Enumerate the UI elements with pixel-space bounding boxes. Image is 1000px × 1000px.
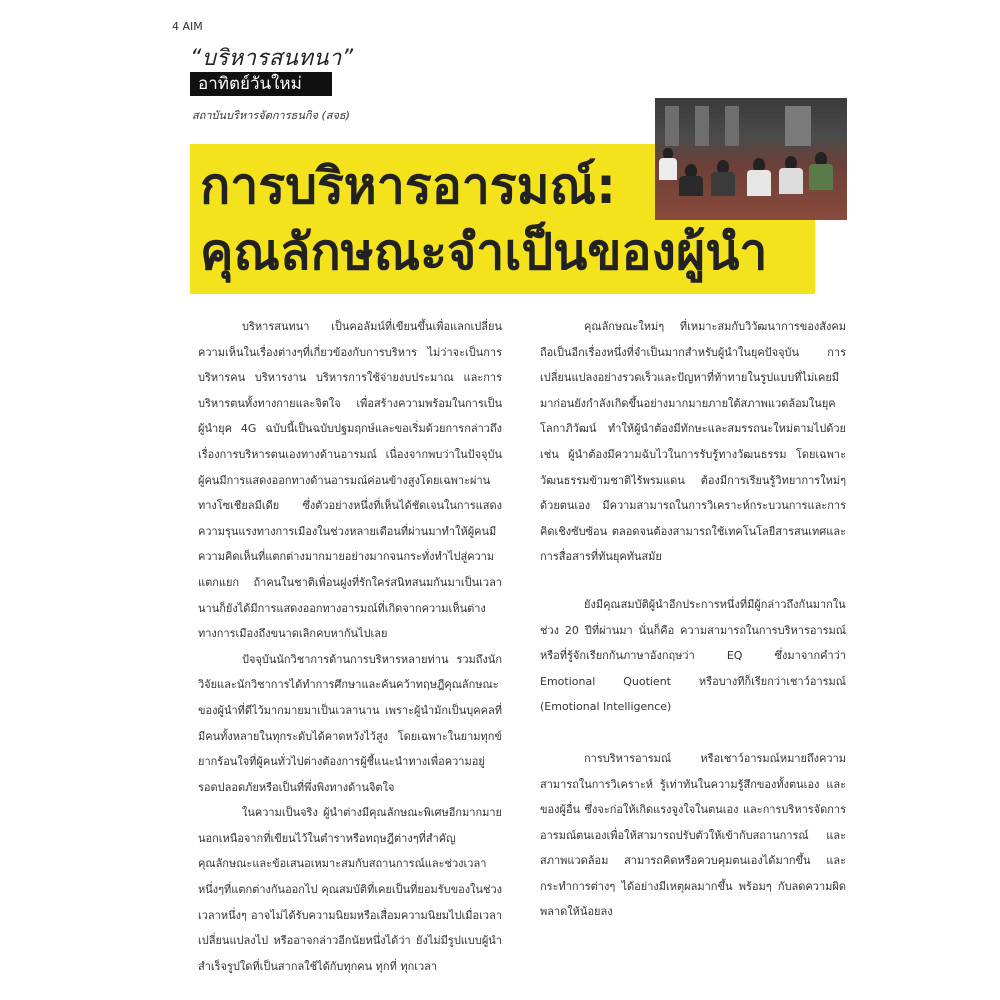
page-folio: 4 AIM (172, 20, 203, 33)
photo-window (695, 106, 709, 146)
headline-line-1: การบริหารอารมณ์: (190, 144, 655, 220)
paragraph: ปัจจุบันนักวิชาการด้านการบริหารหลายท่าน รวมถึงนักวิจัยและนักวิชาการได้ทำการศึกษาและค้นคว้าทฤษฎีคุณลักษณะของผู้นำที่ดีไว้มากมายมาเป็นเวลานาน เพราะผู้นำมักเป็นบุคคลที่มีคนทั้งหลายในทุกระดับได้คาดหวังไว้สูง โดยเฉพาะในยามทุกข์ยากร้อนใจที่ผู้คนทั่วไปต่างต้องการผู้ชี้แนะนำทางเพื่อความอยู่รอดปลอดภัยหรือเป็นที่พึ่งพิงทางด้านจิตใจ (198, 652, 502, 794)
photo-window (785, 106, 811, 146)
column-subtitle: อาทิตย์วันใหม่ (190, 72, 332, 96)
column-author: สถาบันบริหารจัดการธนกิจ (สจธ) (192, 109, 350, 122)
paragraph: คุณลักษณะใหม่ๆ ที่เหมาะสมกับวิวัฒนาการของสังคมถือเป็นอีกเรื่องหนึ่งที่จำเป็นมากสำหรับผู้นำในยุคปัจจุบัน การเปลี่ยนแปลงอย่างรวดเร็วและปัญหาที่ท้าทายในรูปแบบที่ไม่เคยมีมาก่อนยังกำลังเกิดขึ้นอย่างมากมายภายใต้สภาพแวดล้อมในยุคโลกาภิวัฒน์ ทำให้ผู้นำต้องมีทักษะและสมรรถนะใหม่ตามไปด้วย เช่น ผู้นำต้องมีความฉับไวในการรับรู้ทางวัฒนธรรม โดยเฉพาะวัฒนธรรมข้ามชาติไร้พรมแดน ต้องมีการเรียนรู้วิทยาการใหม่ๆ ด้วยตนเอง มีความสามารถในการวิเคราะห์กระบวนการและการคิดเชิงซับซ้อน ตลอดจนต้องสามารถใช้เทคโนโลยีสารสนเทศและการสื่อสารที่ทันยุคทันสมัย (540, 320, 846, 564)
article-left-column (198, 314, 502, 979)
paragraph: การบริหารอารมณ์ หรือเชาว์อารมณ์หมายถึงความสามารถในการวิเคราะห์ รู้เท่าทันในความรู้สึกของทั้งตนเอง และของผู้อื่น ซึ่งจะก่อให้เกิดแรงจูงใจในตนเอง และการบริหารจัดการอารมณ์ตนเองเพื่อให้สามารถปรับตัวให้เข้ากับสถานการณ์ และสภาพแวดล้อม สามารถคิดหรือควบคุมตนเองได้มากขึ้น และกระทำการต่างๆ ได้อย่างมีเหตุผลมากขึ้น พร้อมๆ กับลดความผิดพลาดให้น้อยลง (540, 751, 846, 919)
column-title: “บริหารสนทนา” (190, 46, 354, 71)
paragraph: ในความเป็นจริง ผู้นำต่างมีคุณลักษณะพิเศษอีกมากมายนอกเหนือจากที่เขียนไว้ในตำราหรือทฤษฎีต่างๆที่สำคัญคุณลักษณะและข้อเสนอเหมาะสมกับสถานการณ์และช่วงเวลาหนึ่งๆที่แตกต่างกันออกไป คุณสมบัติที่เคยเป็นที่ยอมรับของในช่วงเวลาหนึ่งๆ อาจไม่ได้รับความนิยมหรือเสื่อมความนิยมไปเมื่อเวลาเปลี่ยนแปลงไป หรืออาจกล่าวอีกนัยหนึ่งได้ว่า ยังไม่มีรูปแบบผู้นำสำเร็จรูปใดที่เป็นสากลใช้ได้กับทุกคน ทุกที่ ทุกเวลา (198, 806, 502, 973)
photo-window (725, 106, 739, 146)
paragraph: ยังมีคุณสมบัติผู้นำอีกประการหนึ่งที่มีผู้กล่าวถึงกันมากในช่วง 20 ปีที่ผ่านมา นั่นก็คือ ความสามารถในการบริหารอารมณ์ หรือที่รู้จักเรียกกันภาษาอังกฤษว่า EQ ซึ่งมาจากคำว่า Emotional Quotient หรือบางทีก็เรียกว่าเชาว์อารมณ์ (Emotional Intelligence) (540, 597, 846, 714)
photo-window (665, 106, 679, 146)
article-right-column (540, 314, 846, 925)
headline (190, 144, 815, 294)
headline-line-2: คุณลักษณะจำเป็นของผู้นำ (190, 220, 815, 294)
paragraph: บริหารสนทนา เป็นคอลัมน์ที่เขียนขึ้นเพื่อแลกเปลี่ยนความเห็นในเรื่องต่างๆที่เกี่ยวข้องกับการบริหาร ไม่ว่าจะเป็นการบริหารคน บริหารงาน บริหารการใช้จ่ายงบประมาณ และการบริหารตนทั้งทางกายและจิตใจ เพื่อสร้างความพร้อมในการเป็นผู้นำยุค 4G ฉบับนี้เป็นฉบับปฐมฤกษ์และขอเริ่มด้วยการกล่าวถึงเรื่องการบริหารตนเองทางด้านอารมณ์ เนื่องจากพบว่าในปัจจุบันผู้คนมีการแสดงออกทางด้านอารมณ์ค่อนข้างสูงโดยเฉพาะผ่านทางโซเชียลมีเดีย ซึ่งตัวอย่างหนึ่งที่เห็นได้ชัดเจนในการแสดงความรุนแรงทางการเมืองในช่วงหลายเดือนที่ผ่านมาทำให้ผู้คนมีความคิดเห็นที่แตกต่างมากมายอย่างมากจนกระทั่งทำไปสู่ความแตกแยก ถ้าคนในชาติเพื่อนฝูงที่รักใคร่สนิทสนมกันมาเป็นเวลานานก็ยังได้มีการแสดงออกทางอารมณ์ที่เกิดจากความเห็นต่างทางการเมืองถึงขนาดเลิกคบหากันไปเลย (198, 320, 502, 641)
